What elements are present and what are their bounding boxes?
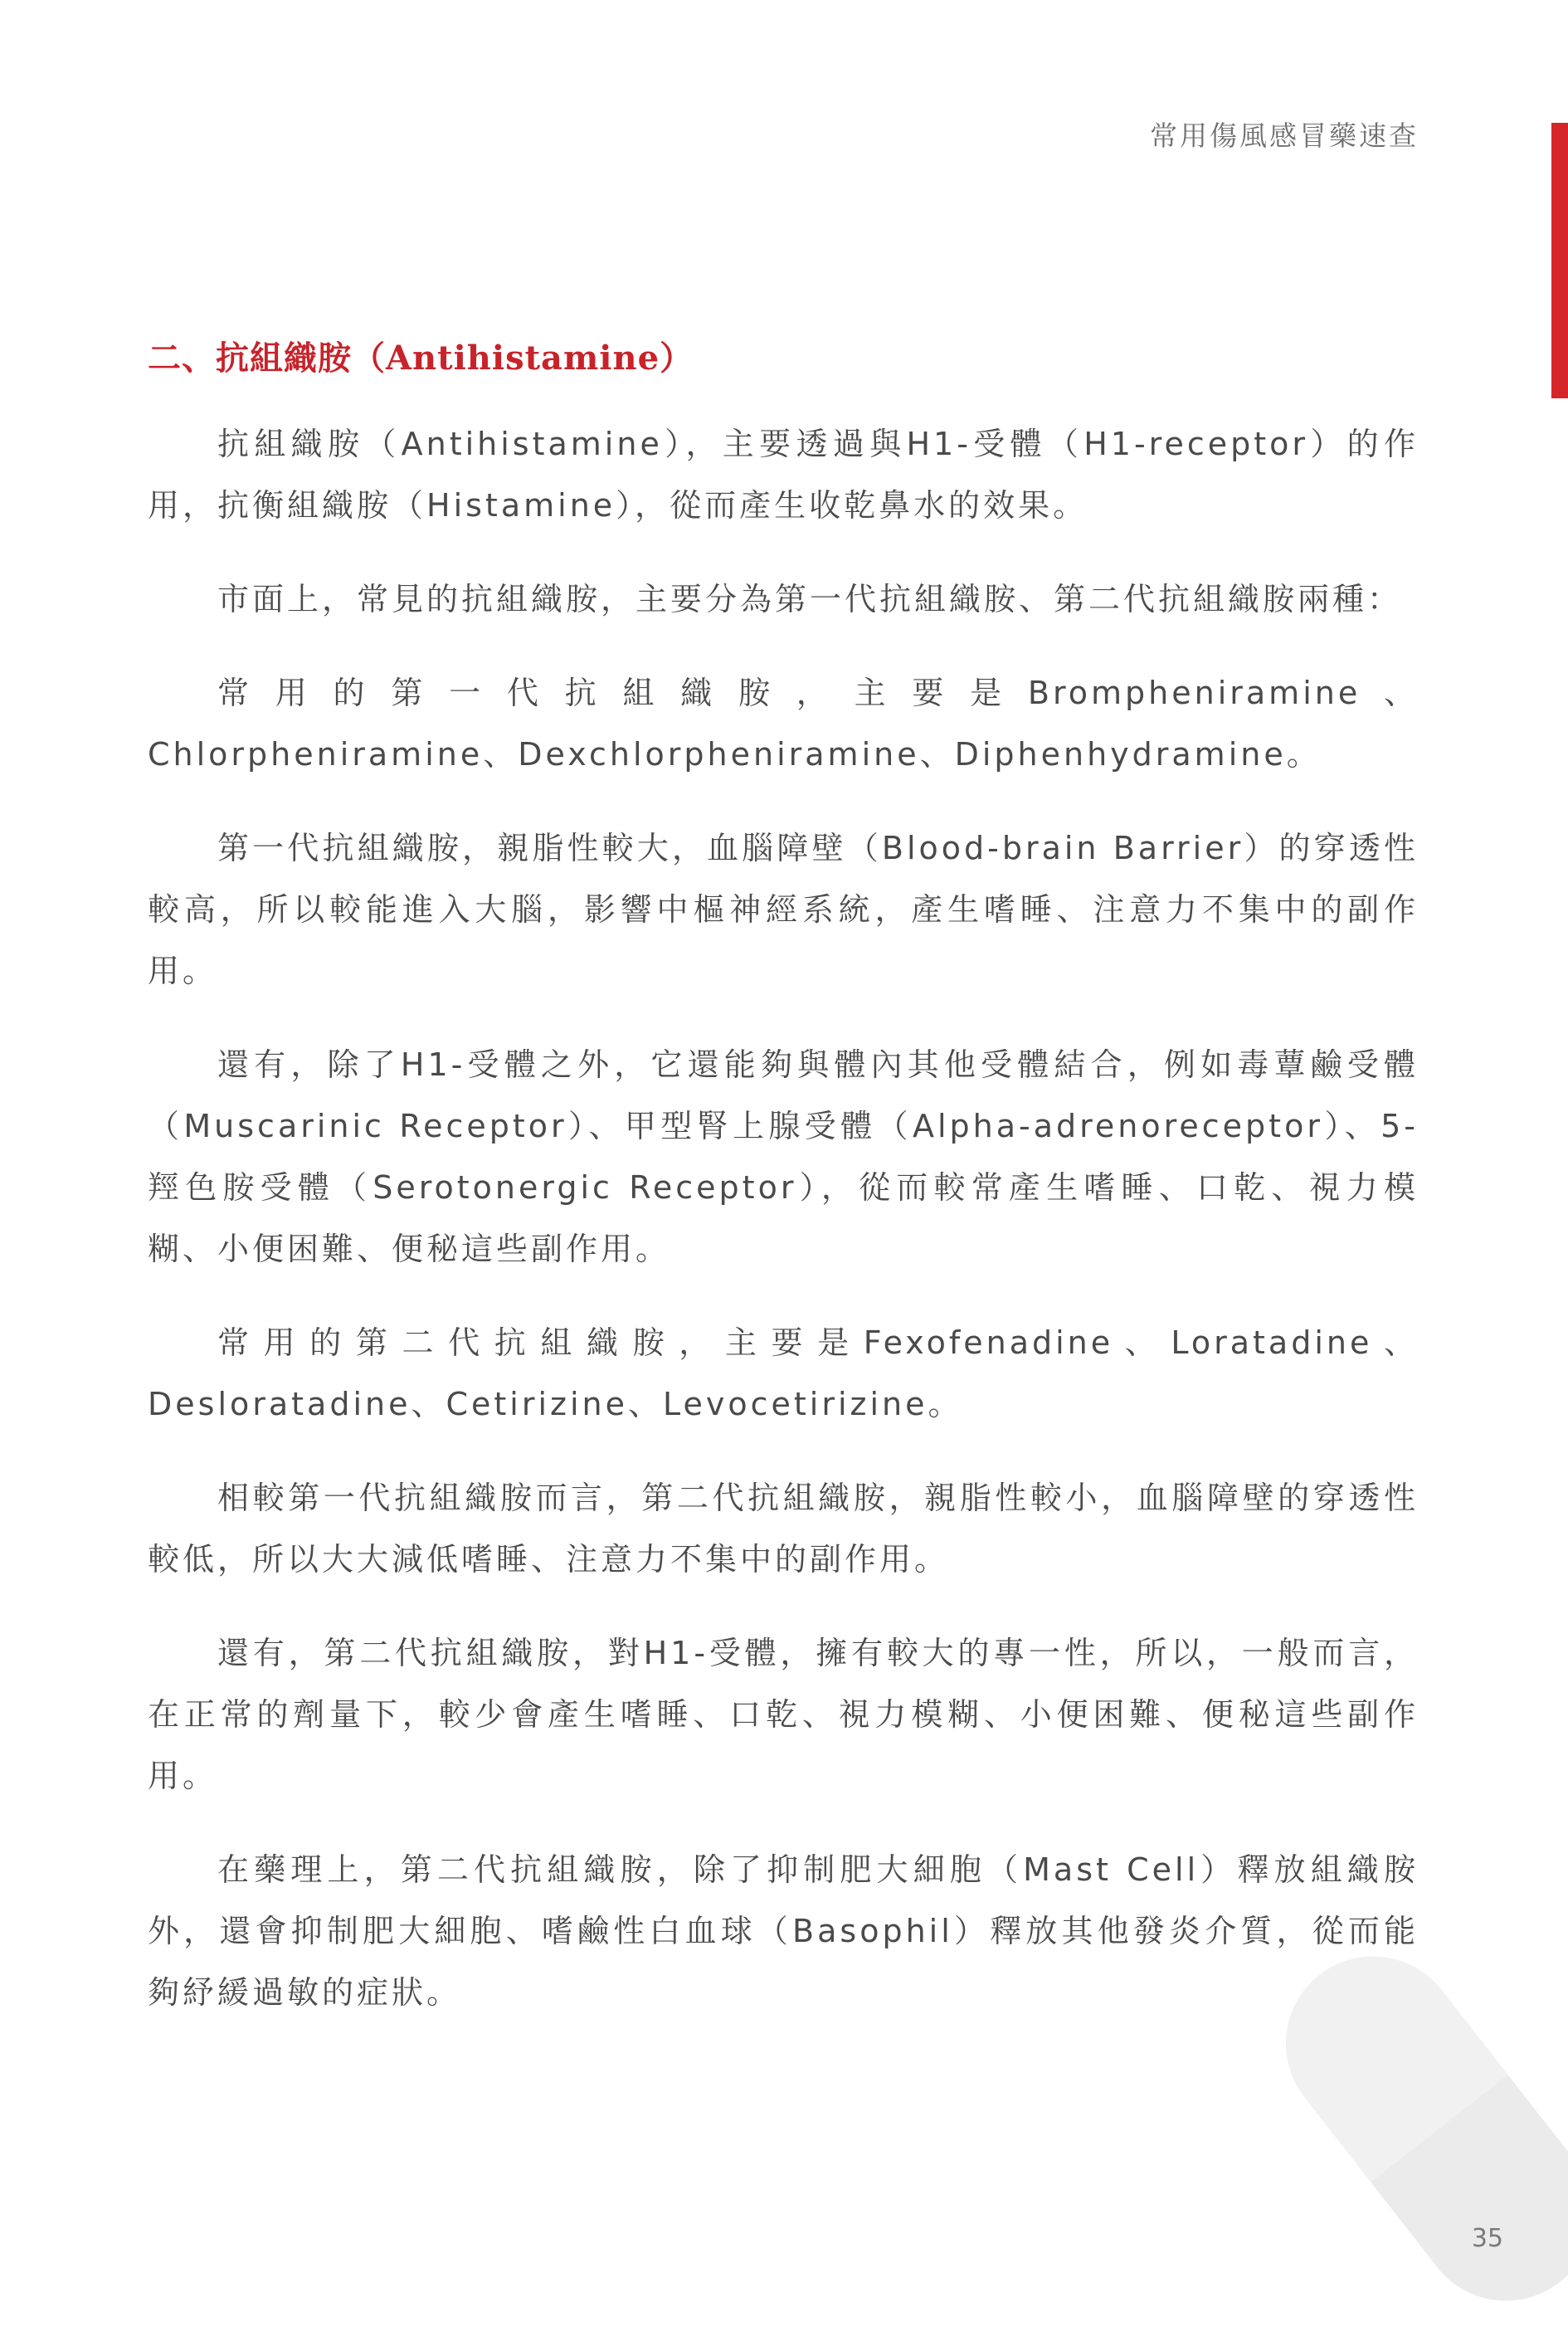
pill-capsule-half (1371, 2075, 1568, 2335)
body-text (148, 413, 1419, 2056)
paragraph-antihistamine-intro: 抗組織胺（Antihistamine），主要透過與H1-受體（H1-receptor）的作用，抗衡組織胺（Histamine），從而產生收乾鼻水的效果。 (148, 426, 1419, 524)
paragraph-two-generations: 市面上，常見的抗組織胺，主要分為第一代抗組織胺、第二代抗組織胺兩種： (217, 581, 1403, 617)
paragraph-first-gen-receptors: 還有，除了H1-受體之外，它還能夠與體內其他受體結合，例如毒蕈鹼受體（Muscarinic Receptor）、甲型腎上腺受體（Alpha-adrenoreceptor）、5-羥色胺受體（Serotonergic Receptor），從而較常產生嗜睡、口乾、視力模糊、小便困難、便秘這些副作用。 (148, 1046, 1419, 1267)
paragraph-first-gen-bbb: 第一代抗組織胺，親脂性較大，血腦障壁（Blood-brain Barrier）的穿透性較高，所以較能進入大腦，影響中樞神經系統，產生嗜睡、注意力不集中的副作用。 (148, 830, 1419, 989)
section-heading: 二、抗組織胺（Antihistamine） (148, 339, 694, 378)
paragraph-second-gen-pharmacology: 在藥理上，第二代抗組織胺，除了抑制肥大細胞（Mast Cell）釋放組織胺外，還會抑制肥大細胞、嗜鹼性白血球（Basophil）釋放其他發炎介質，從而能夠紓緩過敏的症狀。 (148, 1851, 1419, 2011)
paragraph-second-gen-drugs: 常用的第二代抗組織胺，主要是Fexofenadine、Loratadine、Desloratadine、Cetirizine、Levocetirizine。 (148, 1324, 1419, 1422)
page-number: 35 (1471, 2224, 1503, 2253)
paragraph-second-gen-specificity: 還有，第二代抗組織胺，對H1-受體，擁有較大的專一性，所以，一般而言，在正常的劑量下，較少會產生嗜睡、口乾、視力模糊、小便困難、便秘這些副作用。 (148, 1635, 1419, 1794)
paragraph-first-gen-drugs: 常用的第一代抗組織胺，主要是Brompheniramine、Chlorpheniramine、Dexchlorpheniramine、Diphenhydramine。 (148, 675, 1419, 773)
running-header: 常用傷風感冒藥速查 (1150, 119, 1419, 152)
paragraph-second-gen-bbb: 相較第一代抗組織胺而言，第二代抗組織胺，親脂性較小，血腦障壁的穿透性較低，所以大大減低嗜睡、注意力不集中的副作用。 (148, 1480, 1419, 1578)
chapter-edge-tab (1551, 123, 1568, 398)
